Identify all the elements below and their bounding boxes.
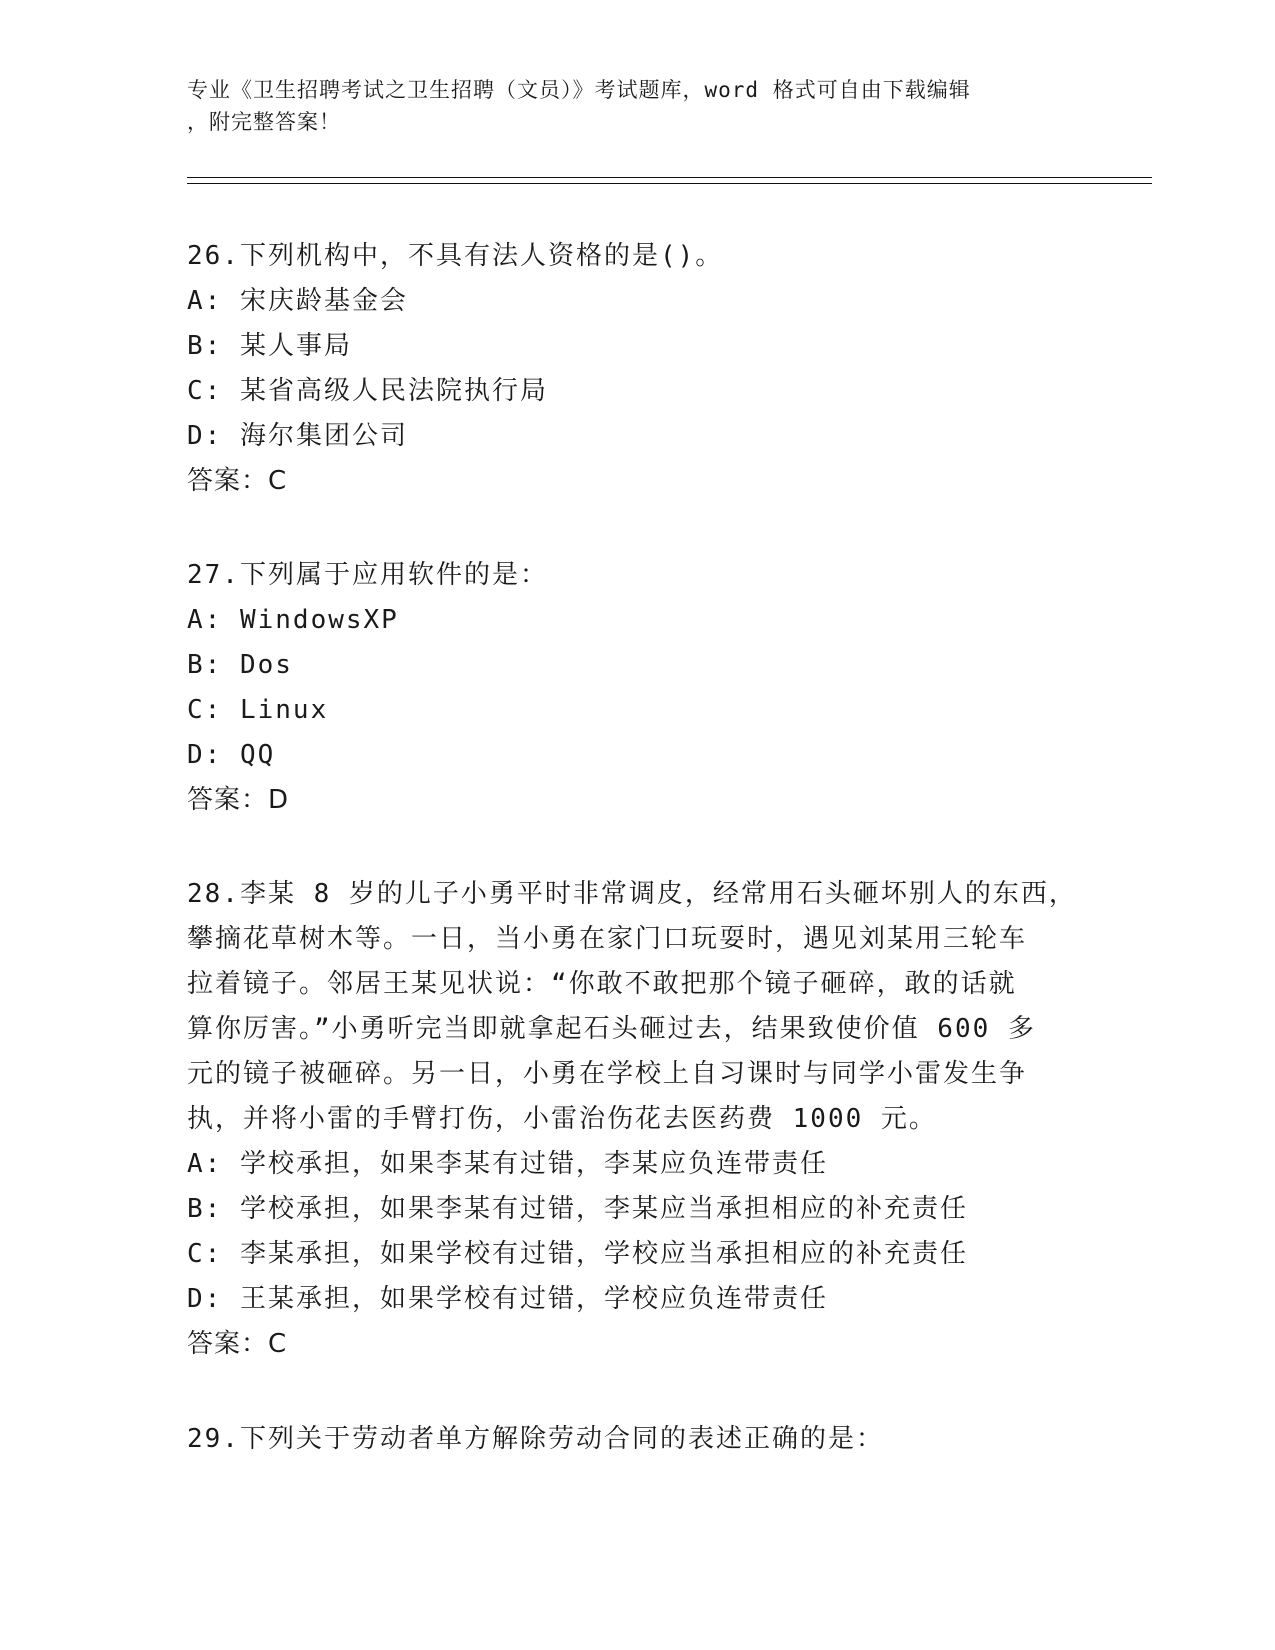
question-28 xyxy=(187,872,1077,1367)
stem-line: 攀摘花草树木等。一日，当小勇在家门口玩耍时，遇见刘某用三轮车 xyxy=(187,924,1028,954)
question-26 xyxy=(187,234,1057,504)
option-d: D: 王某承担，如果学校有过错，学校应负连带责任 xyxy=(187,1284,828,1314)
stem-line: 执，并将小雷的手臂打伤，小雷治伤花去医药费 1000 元。 xyxy=(187,1104,937,1134)
header-line-2: ，附完整答案！ xyxy=(187,110,341,134)
question-29 xyxy=(187,1417,1057,1462)
question-stem xyxy=(187,872,1077,1142)
option-c: C: 李某承担，如果学校有过错，学校应当承担相应的补充责任 xyxy=(187,1239,968,1269)
option-a: A: 学校承担，如果李某有过错，李某应负连带责任 xyxy=(187,1149,828,1179)
question-stem: 26.下列机构中，不具有法人资格的是()。 xyxy=(187,241,724,271)
option-b: B: 学校承担，如果李某有过错，李某应当承担相应的补充责任 xyxy=(187,1194,968,1224)
option-b: B: Dos xyxy=(187,650,293,680)
stem-line: 拉着镜子。邻居王某见状说：“你敢不敢把那个镜子砸碎，敢的话就 xyxy=(187,969,1017,999)
option-d: D: QQ xyxy=(187,740,276,770)
header-divider-top xyxy=(187,177,1152,178)
stem-line: 元的镜子被砸碎。另一日，小勇在学校上自习课时与同学小雷发生争 xyxy=(187,1059,1028,1089)
option-c: C: Linux xyxy=(187,695,329,725)
answer: 答案：C xyxy=(187,466,288,496)
option-b: B: 某人事局 xyxy=(187,331,352,361)
option-d: D: 海尔集团公司 xyxy=(187,421,408,451)
option-a: A: 宋庆龄基金会 xyxy=(187,286,408,316)
question-27 xyxy=(187,553,1057,823)
option-c: C: 某省高级人民法院执行局 xyxy=(187,376,548,406)
question-stem: 27.下列属于应用软件的是： xyxy=(187,560,548,590)
question-stem: 29.下列关于劳动者单方解除劳动合同的表述正确的是： xyxy=(187,1424,884,1454)
header-divider-bottom xyxy=(187,183,1152,184)
document-header xyxy=(187,74,1067,138)
stem-line: 28.李某 8 岁的儿子小勇平时非常调皮，经常用石头砸坏别人的东西， xyxy=(187,879,1077,909)
option-a: A: WindowsXP xyxy=(187,605,399,635)
answer: 答案：D xyxy=(187,785,290,815)
header-line-1: 专业《卫生招聘考试之卫生招聘（文员）》考试题库，word 格式可自由下载编辑 xyxy=(187,78,971,102)
stem-line: 算你厉害。”小勇听完当即就拿起石头砸过去，结果致使价值 600 多 xyxy=(187,1014,1036,1044)
answer: 答案：C xyxy=(187,1329,288,1359)
